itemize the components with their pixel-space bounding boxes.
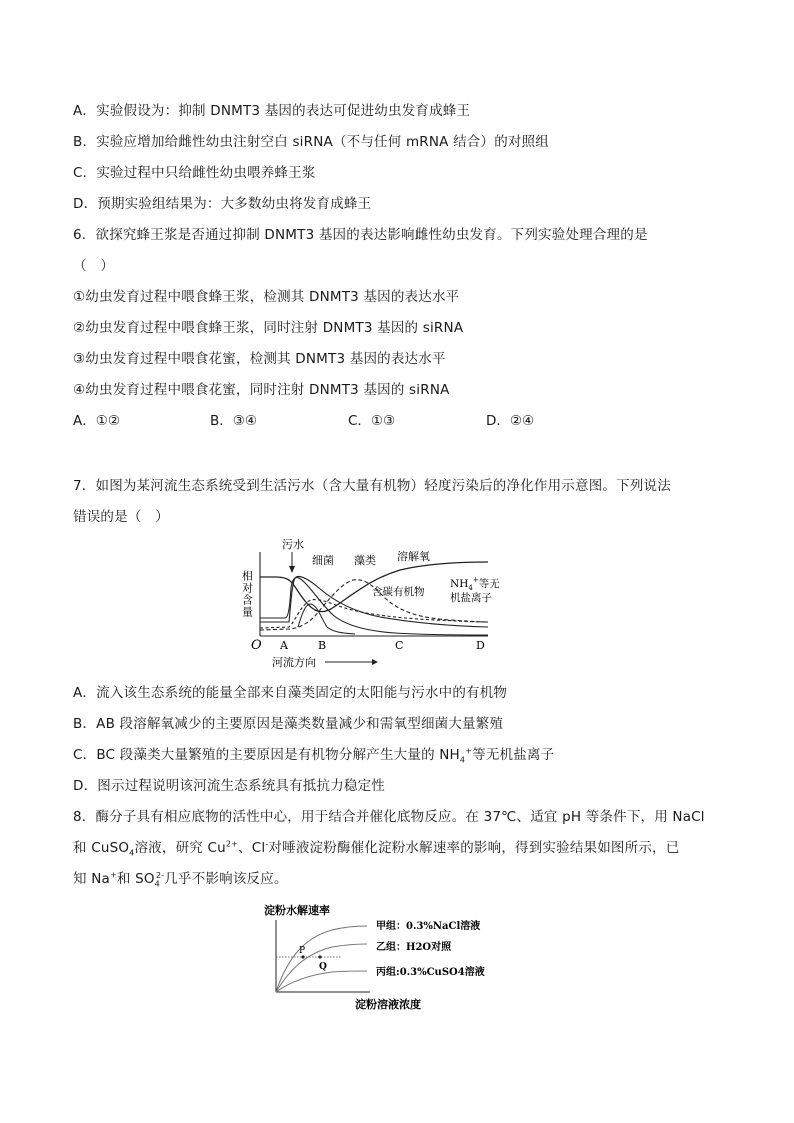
curve-nacl [276,926,367,992]
legend-nacl: 甲组：0.3%NaCl溶液 [376,921,481,932]
q6-item-2: ②幼虫发育过程中喂食蜂王浆，同时注射 DNMT3 基因的 siRNA [73,320,464,336]
river-tick-a: A [280,639,288,652]
q7-option-d: D．图示过程说明该河流生态系统具有抵抗力稳定性 [73,778,385,794]
q6-item-1: ①幼虫发育过程中喂食蜂王浆，检测其 DNMT3 基因的表达水平 [73,289,460,305]
q6-choice-d: D．②④ [486,413,535,429]
river-xlabel: 河流方向 [272,656,316,669]
q6-choice-a: A．①② [73,413,120,429]
river-bacteria-label: 细菌 [312,554,334,567]
q6-choice-c: C．①③ [348,413,396,429]
q7-option-b: B．AB 段溶解氧减少的主要原因是藻类数量减少和需氧型细菌大量繁殖 [73,716,504,732]
q8-line3: 知 Na+和 $SO_4^{2-}$几乎不影响该反应。 [73,870,288,889]
q6-blank: （ ） [73,258,115,274]
river-origin: O [251,638,262,653]
q5-option-c: C．实验过程中只给雌性幼虫喂养蜂王浆 [73,165,316,181]
q8-line1: 8．酶分子具有相应底物的活性中心，用于结合并催化底物反应。在 37℃、适宜 pH 等条件下，用 NaCl [73,809,705,825]
point-q-label: Q [319,962,327,972]
enzyme-xlabel: 淀粉溶液浓度 [355,998,421,1011]
curve-cuso4 [276,971,367,992]
q7-option-c: C．BC 段藻类大量繁殖的主要原因是有机物分解产生大量的 $NH_4^+$等无机盐离子 [73,746,555,765]
river-ion-label-2: 机盐离子 [450,592,492,604]
river-algae-label: 藻类 [354,554,376,567]
river-tick-b: B [318,639,327,652]
q6-item-3: ③幼虫发育过程中喂食花蜜，检测其 DNMT3 基因的表达水平 [73,351,446,367]
q5-option-a: A．实验假设为：抑制 DNMT3 基因的表达可促进幼虫发育成蜂王 [73,103,471,119]
q8-line2: 和 CuSO$_4$溶液，研究 $Cu^{2+}$、Cl-对唾液淀粉酶催化淀粉水解速率的影响，得到实验结果如图所示，已 [73,839,680,858]
river-oxygen-label: 溶解氧 [397,550,430,563]
q7-stem-line1: 7．如图为某河流生态系统受到生活污水（含大量有机物）轻度污染后的净化作用示意图。下列说法 [73,478,671,494]
enzyme-ylabel: 淀粉水解速率 [264,904,330,917]
enzyme-rate-figure [262,900,512,1015]
point-p-label: P [299,946,306,956]
q5-option-d: D．预期实验组结果为：大多数幼虫将发育成蜂王 [73,196,372,212]
q6-stem: 6．欲探究蜂王浆是否通过抑制 DNMT3 基因的表达影响雌性幼虫发育。下列实验处理合理的是 [73,227,648,243]
point-q-marker [318,955,321,958]
q5-option-b: B．实验应增加给雌性幼虫注射空白 siRNA（不与任何 mRNA 结合）的对照组 [73,134,549,150]
river-sewage-arrowhead [289,566,295,573]
river-flow-arrowhead [372,659,378,665]
river-purification-figure [235,532,500,670]
q6-item-4: ④幼虫发育过程中喂食花蜜，同时注射 DNMT3 基因的 siRNA [73,382,450,398]
legend-water: 乙组：H2O对照 [376,942,452,953]
river-tick-d: D [476,639,485,652]
q7-option-a: A．流入该生态系统的能量全部来自藻类固定的太阳能与污水中的有机物 [73,685,508,701]
river-ylabel: 相对含量 [240,570,254,618]
q7-stem-line2: 错误的是（ ） [73,509,169,525]
q6-choice-b: B．③④ [210,413,257,429]
legend-cuso4: 丙组:0.3%CuSO4溶液 [376,967,485,978]
river-sewage-label: 污水 [282,538,304,551]
river-ion-label-1: $NH_4^+$等无 [450,576,500,592]
river-tick-c: C [395,639,404,652]
river-organic-label: 含碳有机物 [372,586,425,598]
